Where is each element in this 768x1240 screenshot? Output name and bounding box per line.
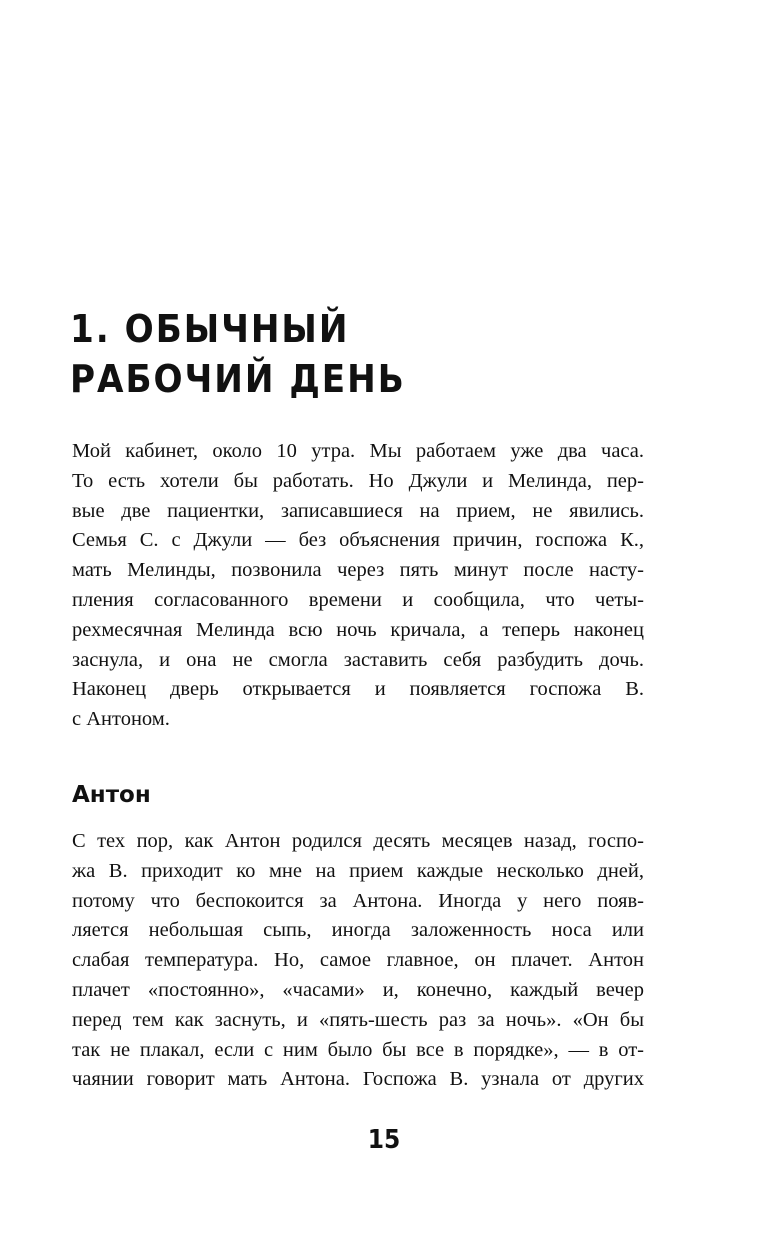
chapter-title-line: 1. ОБЫЧНЫЙ	[70, 307, 350, 351]
section-heading: Антон	[72, 782, 151, 808]
text-line: чаянии говорит мать Антона. Госпожа В. узнала от других	[72, 1068, 644, 1091]
paragraph-intro	[72, 437, 644, 735]
text-line: жа В. приходит ко мне на прием каждые несколько дней,	[72, 859, 644, 882]
chapter-title-line: РАБОЧИЙ ДЕНЬ	[70, 357, 406, 401]
text-line: слабая температура. Но, самое главное, он плачет. Антон	[72, 949, 644, 972]
text-line: перед тем как заснуть, и «пять-шесть раз за ночь». «Он бы	[72, 1008, 644, 1031]
text-line: вые две пациентки, записавшиеся на прием, не явились.	[72, 499, 644, 522]
text-line: с Антоном.	[72, 708, 170, 731]
text-line: рехмесячная Мелинда всю ночь кричала, а теперь наконец	[72, 618, 644, 641]
chapter-title	[70, 304, 690, 404]
text-line: так не плакал, если с ним было бы все в порядке», — в от-	[72, 1038, 644, 1061]
text-line: пления согласованного времени и сообщила, что четы-	[72, 588, 644, 611]
text-line: заснула, и она не смогла заставить себя разбудить дочь.	[72, 648, 644, 671]
text-line: Семья С. с Джули — без объяснения причин, госпожа К.,	[72, 529, 644, 552]
paragraph-anton	[72, 827, 644, 1095]
page-number: 15	[367, 1125, 401, 1155]
text-line: С тех пор, как Антон родился десять месяцев назад, госпо-	[72, 830, 644, 852]
text-line: мать Мелинды, позвонила через пять минут после насту-	[72, 559, 644, 582]
text-line: потому что беспокоится за Антона. Иногда у него появ-	[72, 889, 644, 912]
text-line: плачет «постоянно», «часами» и, конечно, каждый вечер	[72, 978, 644, 1001]
text-line: Мой кабинет, около 10 утра. Мы работаем уже два часа.	[72, 440, 644, 462]
text-line: Наконец дверь открывается и появляется госпожа В.	[72, 678, 644, 701]
text-line: ляется небольшая сыпь, иногда заложенность носа или	[72, 919, 644, 942]
text-line: То есть хотели бы работать. Но Джули и Мелинда, пер-	[72, 469, 644, 492]
